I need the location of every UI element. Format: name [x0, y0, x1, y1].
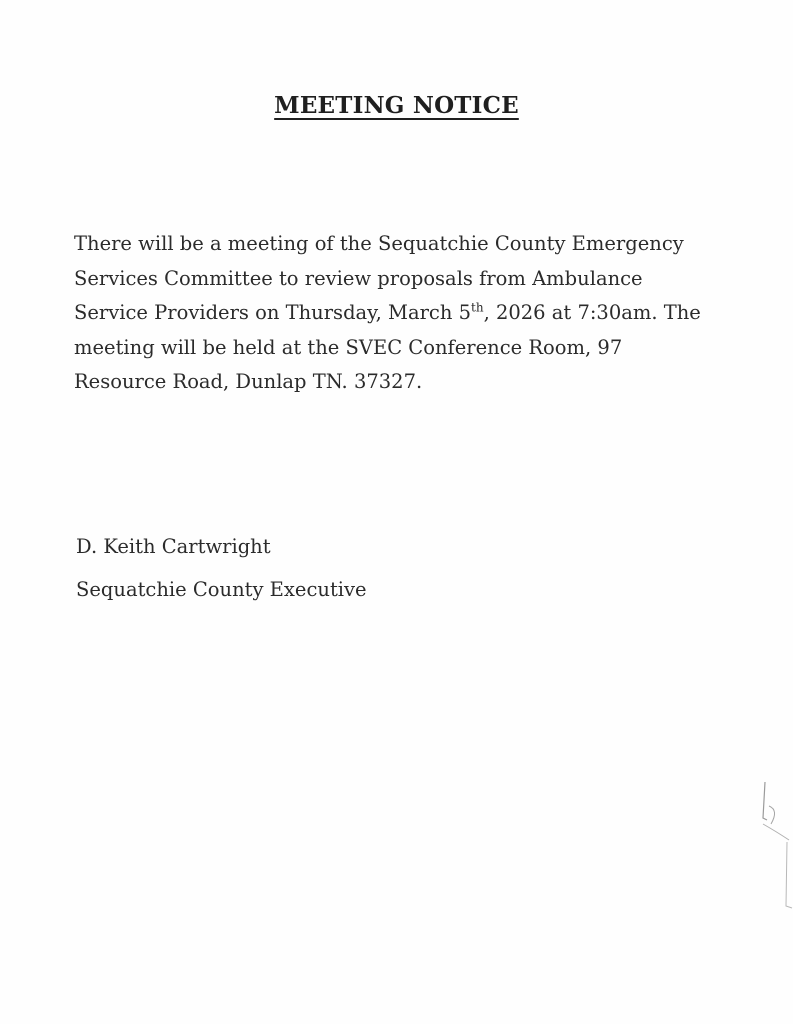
body-text-part-1: There will be a meeting of the Sequatchie County Emergency Services Committee to review proposals from Ambulance Service Providers on Thursday, March 5 — [74, 232, 684, 324]
document-title — [0, 92, 793, 119]
document-title-text: MEETING NOTICE — [274, 92, 519, 119]
signer-title: Sequatchie County Executive — [76, 578, 367, 601]
meeting-notice-body — [74, 227, 714, 400]
scan-edge-mark-icon — [757, 780, 793, 910]
body-text-part-2: , 2026 at 7:30am. The meeting will be held at the SVEC Conference Room, 97 Resource Road, Dunlap TN. 37327. — [74, 301, 701, 393]
ordinal-suffix: th — [471, 300, 484, 315]
signer-name: D. Keith Cartwright — [76, 535, 271, 558]
